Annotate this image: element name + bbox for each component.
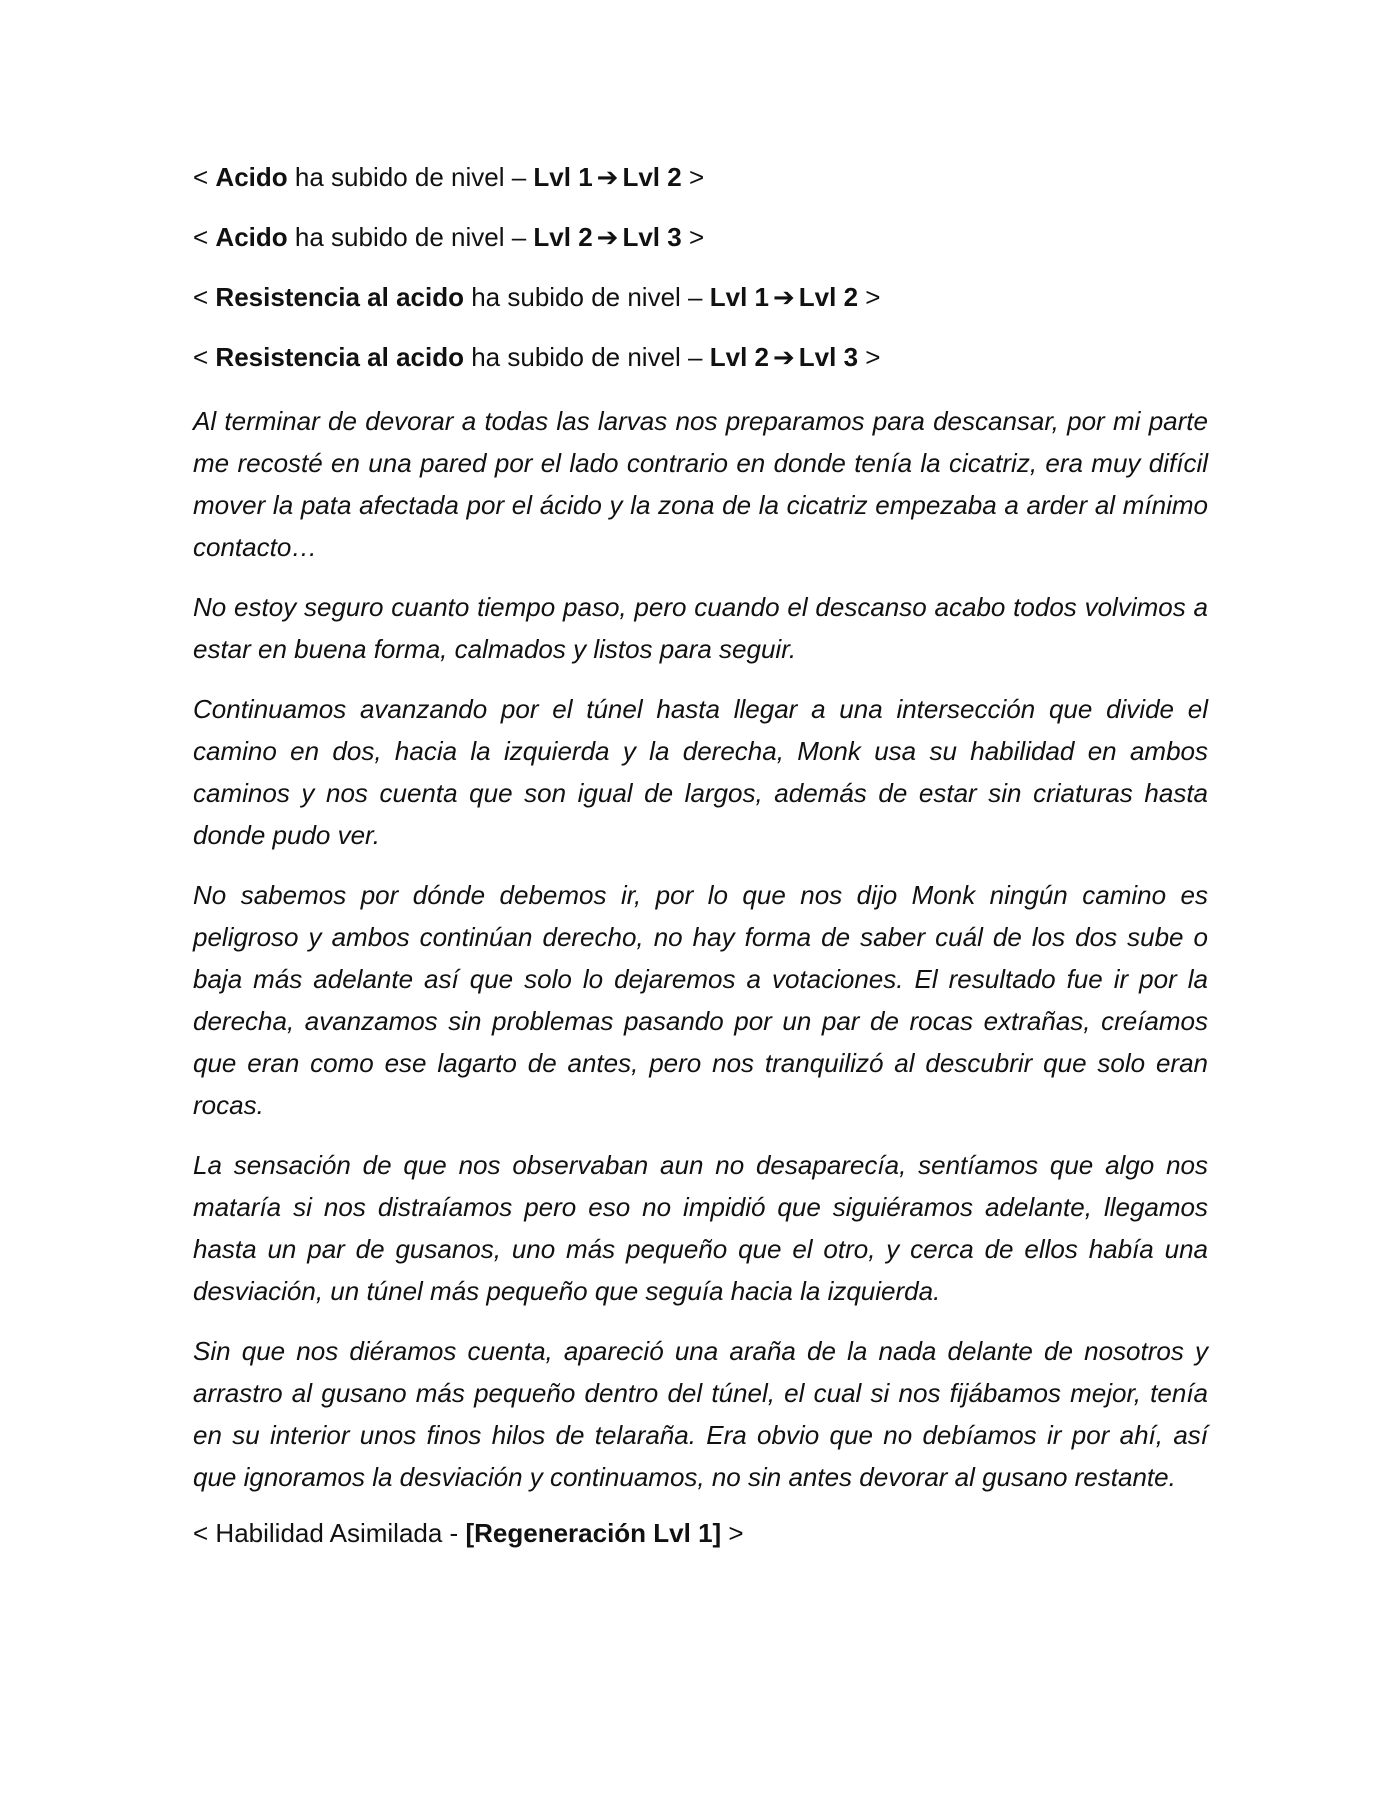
- paragraph: La sensación de que nos observaban aun no desaparecía, sentíamos que algo nos mataría si nos distraíamos pero eso no impidió que siguiéramos adelante, llegamos hasta un par de gusanos, uno más pequeño que el otro, y cerca de ellos había una desviación, un túnel más pequeño que seguía hacia la izquierda.: [193, 1150, 1208, 1306]
- skill-name: Resistencia al acido: [215, 342, 464, 372]
- skill-name: [Regeneración Lvl 1]: [465, 1518, 722, 1548]
- skill-name: Acido: [215, 222, 288, 252]
- level-up-line: < Resistencia al acido ha subido de nivel – Lvl 2 ➔ Lvl 3 >: [193, 342, 881, 372]
- level-up-line: < Resistencia al acido ha subido de nivel – Lvl 1 ➔ Lvl 2 >: [193, 282, 881, 312]
- paragraph: No sabemos por dónde debemos ir, por lo que nos dijo Monk ningún camino es peligroso y ambos continúan derecho, no hay forma de saber cuál de los dos sube o baja más adelante así que solo lo dejaremos a votaciones. El resultado fue ir por la derecha, avanzamos sin problemas pasando por un par de rocas extrañas, creíamos que eran como ese lagarto de antes, pero nos tranquilizó al descubrir que solo eran rocas.: [193, 880, 1208, 1120]
- level-up-line: < Acido ha subido de nivel – Lvl 1 ➔ Lvl 2 >: [193, 162, 705, 192]
- arrow-right-icon: ➔: [596, 222, 619, 252]
- arrow-right-icon: ➔: [773, 282, 795, 312]
- level-up-line: < Acido ha subido de nivel – Lvl 2 ➔ Lvl 3 >: [193, 222, 705, 252]
- skill-name: Acido: [215, 162, 288, 192]
- arrow-right-icon: ➔: [596, 162, 619, 192]
- paragraph: No estoy seguro cuanto tiempo paso, pero cuando el descanso acabo todos volvimos a estar en buena forma, calmados y listos para seguir.: [193, 592, 1208, 664]
- skill-assimilated-line: < Habilidad Asimilada - [Regeneración Lvl 1] >: [193, 1518, 744, 1548]
- paragraph: Continuamos avanzando por el túnel hasta llegar a una intersección que divide el camino en dos, hacia la izquierda y la derecha, Monk usa su habilidad en ambos caminos y nos cuenta que son igual de largos, además de estar sin criaturas hasta donde pudo ver.: [193, 694, 1208, 850]
- document-page: [193, 160, 1208, 1576]
- paragraph: Sin que nos diéramos cuenta, apareció una araña de la nada delante de nosotros y arrastro al gusano más pequeño dentro del túnel, el cual si nos fijábamos mejor, tenía en su interior unos finos hilos de telaraña. Era obvio que no debíamos ir por ahí, así que ignoramos la desviación y continuamos, no sin antes devorar al gusano restante.: [193, 1336, 1208, 1492]
- paragraph: Al terminar de devorar a todas las larvas nos preparamos para descansar, por mi parte me recosté en una pared por el lado contrario en donde tenía la cicatriz, era muy difícil mover la pata afectada por el ácido y la zona de la cicatriz empezaba a arder al mínimo contacto…: [193, 406, 1208, 562]
- arrow-right-icon: ➔: [773, 342, 795, 372]
- skill-name: Resistencia al acido: [215, 282, 464, 312]
